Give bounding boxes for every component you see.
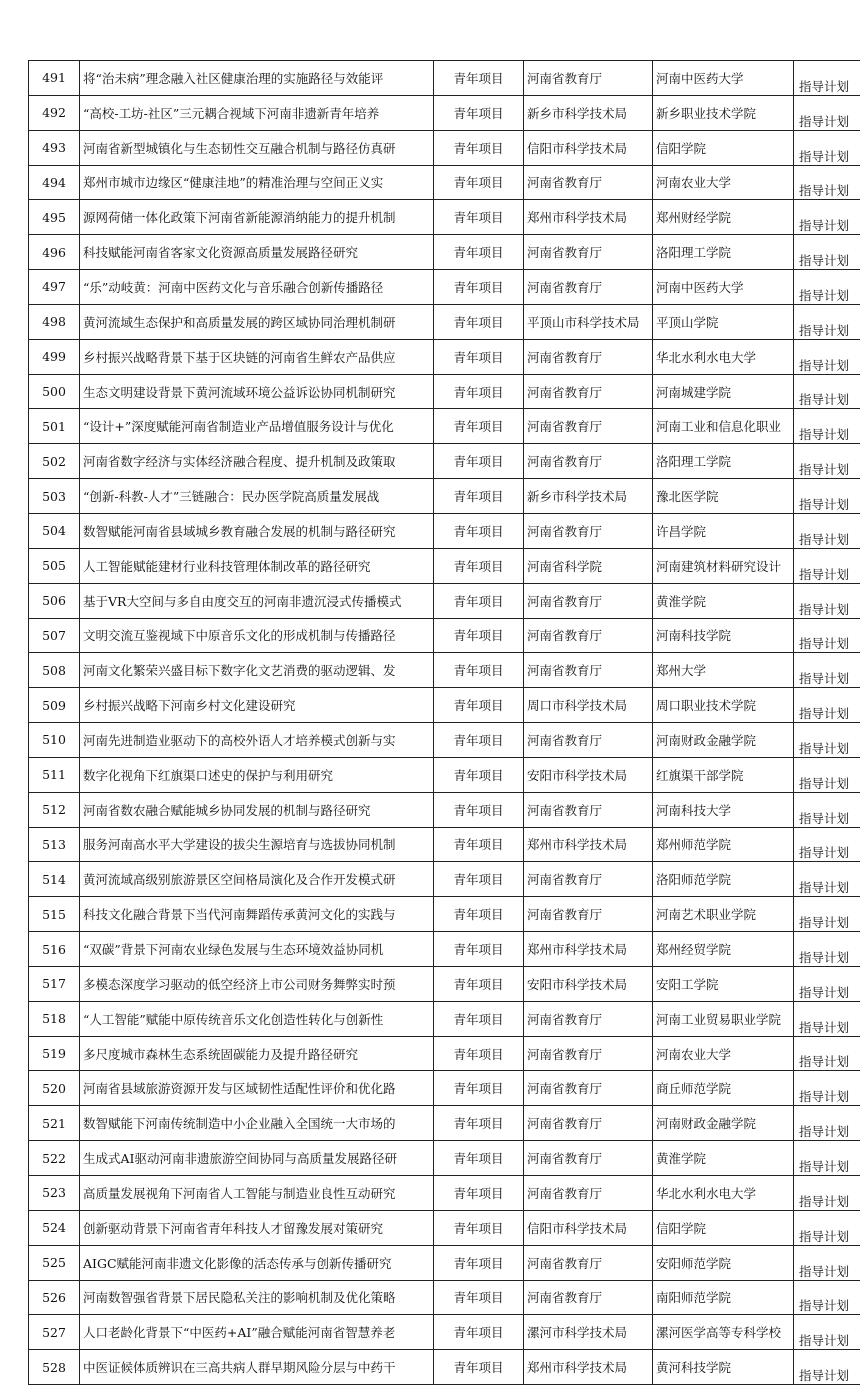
recommending-department-cell: 河南省教育厅 bbox=[524, 513, 653, 548]
table-row bbox=[29, 1071, 860, 1106]
plan-category-cell: 指导计划 bbox=[794, 374, 860, 409]
recommending-department-cell: 郑州市科学技术局 bbox=[524, 1350, 653, 1385]
table-row bbox=[29, 200, 860, 235]
recommending-department-cell: 周口市科学技术局 bbox=[524, 688, 653, 723]
plan-category-cell: 指导计划 bbox=[794, 792, 860, 827]
plan-category-cell: 指导计划 bbox=[794, 688, 860, 723]
project-title-cell: “人工智能”赋能中原传统音乐文化创造性转化与创新性 bbox=[80, 1001, 434, 1036]
institution-cell: 许昌学院 bbox=[653, 513, 794, 548]
table-row bbox=[29, 1141, 860, 1176]
recommending-department-cell: 河南省教育厅 bbox=[524, 1245, 653, 1280]
project-type-cell: 青年项目 bbox=[434, 444, 524, 479]
project-title-cell: 服务河南高水平大学建设的拔尖生源培育与选拔协同机制 bbox=[80, 827, 434, 862]
row-number-cell: 521 bbox=[29, 1106, 80, 1141]
institution-cell: 洛阳师范学院 bbox=[653, 862, 794, 897]
plan-category-cell: 指导计划 bbox=[794, 1315, 860, 1350]
plan-category-cell: 指导计划 bbox=[794, 200, 860, 235]
table-row bbox=[29, 1315, 860, 1350]
table-row bbox=[29, 444, 860, 479]
table-row bbox=[29, 339, 860, 374]
institution-cell: 河南工业贸易职业学院 bbox=[653, 1001, 794, 1036]
institution-cell: 周口职业技术学院 bbox=[653, 688, 794, 723]
table-row bbox=[29, 513, 860, 548]
project-type-cell: 青年项目 bbox=[434, 1350, 524, 1385]
recommending-department-cell: 河南省教育厅 bbox=[524, 897, 653, 932]
project-type-cell: 青年项目 bbox=[434, 723, 524, 758]
plan-category-cell: 指导计划 bbox=[794, 513, 860, 548]
row-number-cell: 508 bbox=[29, 653, 80, 688]
plan-category-cell: 指导计划 bbox=[794, 61, 860, 96]
recommending-department-cell: 河南省教育厅 bbox=[524, 1141, 653, 1176]
row-number-cell: 516 bbox=[29, 932, 80, 967]
plan-category-cell: 指导计划 bbox=[794, 304, 860, 339]
institution-cell: 河南中医药大学 bbox=[653, 61, 794, 96]
project-title-cell: 河南省县域旅游资源开发与区域韧性适配性评价和优化路 bbox=[80, 1071, 434, 1106]
institution-cell: 郑州师范学院 bbox=[653, 827, 794, 862]
row-number-cell: 498 bbox=[29, 304, 80, 339]
institution-cell: 郑州财经学院 bbox=[653, 200, 794, 235]
project-type-cell: 青年项目 bbox=[434, 1036, 524, 1071]
project-type-cell: 青年项目 bbox=[434, 409, 524, 444]
recommending-department-cell: 郑州市科学技术局 bbox=[524, 932, 653, 967]
project-type-cell: 青年项目 bbox=[434, 513, 524, 548]
institution-cell: 郑州大学 bbox=[653, 653, 794, 688]
row-number-cell: 509 bbox=[29, 688, 80, 723]
institution-cell: 河南农业大学 bbox=[653, 165, 794, 200]
project-type-cell: 青年项目 bbox=[434, 688, 524, 723]
institution-cell: 新乡职业技术学院 bbox=[653, 95, 794, 130]
project-type-cell: 青年项目 bbox=[434, 618, 524, 653]
project-type-cell: 青年项目 bbox=[434, 339, 524, 374]
project-title-cell: 中医证候体质辨识在三高共病人群早期风险分层与中药干 bbox=[80, 1350, 434, 1385]
row-number-cell: 515 bbox=[29, 897, 80, 932]
row-number-cell: 520 bbox=[29, 1071, 80, 1106]
table-row bbox=[29, 1036, 860, 1071]
table-row bbox=[29, 409, 860, 444]
project-title-cell: “乐”动岐黄：河南中医药文化与音乐融合创新传播路径 bbox=[80, 270, 434, 305]
project-type-cell: 青年项目 bbox=[434, 1176, 524, 1211]
project-title-cell: “设计+”深度赋能河南省制造业产品增值服务设计与优化 bbox=[80, 409, 434, 444]
institution-cell: 河南城建学院 bbox=[653, 374, 794, 409]
project-title-cell: 黄河流域高级别旅游景区空间格局演化及合作开发模式研 bbox=[80, 862, 434, 897]
institution-cell: 河南科技学院 bbox=[653, 618, 794, 653]
project-title-cell: 河南数智强省背景下居民隐私关注的影响机制及优化策略 bbox=[80, 1280, 434, 1315]
project-type-cell: 青年项目 bbox=[434, 1141, 524, 1176]
row-number-cell: 514 bbox=[29, 862, 80, 897]
row-number-cell: 526 bbox=[29, 1280, 80, 1315]
project-type-cell: 青年项目 bbox=[434, 897, 524, 932]
plan-category-cell: 指导计划 bbox=[794, 723, 860, 758]
institution-cell: 洛阳理工学院 bbox=[653, 235, 794, 270]
recommending-department-cell: 河南省教育厅 bbox=[524, 339, 653, 374]
project-type-cell: 青年项目 bbox=[434, 1245, 524, 1280]
row-number-cell: 493 bbox=[29, 130, 80, 165]
recommending-department-cell: 河南省教育厅 bbox=[524, 374, 653, 409]
project-title-cell: 人口老龄化背景下“中医药+AI”融合赋能河南省智慧养老 bbox=[80, 1315, 434, 1350]
project-type-cell: 青年项目 bbox=[434, 1071, 524, 1106]
table-row bbox=[29, 479, 860, 514]
row-number-cell: 517 bbox=[29, 966, 80, 1001]
institution-cell: 信阳学院 bbox=[653, 130, 794, 165]
row-number-cell: 511 bbox=[29, 757, 80, 792]
project-type-cell: 青年项目 bbox=[434, 966, 524, 1001]
recommending-department-cell: 河南省教育厅 bbox=[524, 1280, 653, 1315]
project-type-cell: 青年项目 bbox=[434, 862, 524, 897]
row-number-cell: 500 bbox=[29, 374, 80, 409]
institution-cell: 河南建筑材料研究设计 bbox=[653, 548, 794, 583]
row-number-cell: 512 bbox=[29, 792, 80, 827]
project-table bbox=[28, 60, 860, 1385]
table-row bbox=[29, 165, 860, 200]
plan-category-cell: 指导计划 bbox=[794, 95, 860, 130]
table-row bbox=[29, 688, 860, 723]
plan-category-cell: 指导计划 bbox=[794, 1210, 860, 1245]
table-row bbox=[29, 548, 860, 583]
table-row bbox=[29, 1280, 860, 1315]
table-row bbox=[29, 897, 860, 932]
project-title-cell: 生态文明建设背景下黄河流域环境公益诉讼协同机制研究 bbox=[80, 374, 434, 409]
project-title-cell: 创新驱动背景下河南省青年科技人才留豫发展对策研究 bbox=[80, 1210, 434, 1245]
plan-category-cell: 指导计划 bbox=[794, 827, 860, 862]
project-type-cell: 青年项目 bbox=[434, 653, 524, 688]
project-title-cell: 数智赋能河南省县域城乡教育融合发展的机制与路径研究 bbox=[80, 513, 434, 548]
row-number-cell: 501 bbox=[29, 409, 80, 444]
table-row bbox=[29, 583, 860, 618]
plan-category-cell: 指导计划 bbox=[794, 479, 860, 514]
institution-cell: 豫北医学院 bbox=[653, 479, 794, 514]
project-title-cell: 数智赋能下河南传统制造中小企业融入全国统一大市场的 bbox=[80, 1106, 434, 1141]
row-number-cell: 497 bbox=[29, 270, 80, 305]
recommending-department-cell: 河南省教育厅 bbox=[524, 723, 653, 758]
plan-category-cell: 指导计划 bbox=[794, 235, 860, 270]
project-type-cell: 青年项目 bbox=[434, 165, 524, 200]
project-type-cell: 青年项目 bbox=[434, 583, 524, 618]
plan-category-cell: 指导计划 bbox=[794, 966, 860, 1001]
project-table-body bbox=[29, 61, 860, 1385]
project-title-cell: 乡村振兴战略下河南乡村文化建设研究 bbox=[80, 688, 434, 723]
table-row bbox=[29, 1245, 860, 1280]
plan-category-cell: 指导计划 bbox=[794, 1071, 860, 1106]
row-number-cell: 495 bbox=[29, 200, 80, 235]
project-title-cell: AIGC赋能河南非遗文化影像的活态传承与创新传播研究 bbox=[80, 1245, 434, 1280]
project-title-cell: 高质量发展视角下河南省人工智能与制造业良性互动研究 bbox=[80, 1176, 434, 1211]
table-row bbox=[29, 653, 860, 688]
table-row bbox=[29, 1106, 860, 1141]
row-number-cell: 494 bbox=[29, 165, 80, 200]
row-number-cell: 491 bbox=[29, 61, 80, 96]
table-row bbox=[29, 1176, 860, 1211]
institution-cell: 郑州经贸学院 bbox=[653, 932, 794, 967]
plan-category-cell: 指导计划 bbox=[794, 165, 860, 200]
recommending-department-cell: 河南省教育厅 bbox=[524, 1106, 653, 1141]
plan-category-cell: 指导计划 bbox=[794, 932, 860, 967]
project-type-cell: 青年项目 bbox=[434, 130, 524, 165]
table-row bbox=[29, 792, 860, 827]
row-number-cell: 507 bbox=[29, 618, 80, 653]
plan-category-cell: 指导计划 bbox=[794, 1280, 860, 1315]
plan-category-cell: 指导计划 bbox=[794, 1245, 860, 1280]
recommending-department-cell: 河南省教育厅 bbox=[524, 1001, 653, 1036]
project-type-cell: 青年项目 bbox=[434, 792, 524, 827]
project-title-cell: “双碳”背景下河南农业绿色发展与生态环境效益协同机 bbox=[80, 932, 434, 967]
recommending-department-cell: 河南省教育厅 bbox=[524, 1036, 653, 1071]
row-number-cell: 510 bbox=[29, 723, 80, 758]
plan-category-cell: 指导计划 bbox=[794, 1176, 860, 1211]
table-row bbox=[29, 61, 860, 96]
recommending-department-cell: 平顶山市科学技术局 bbox=[524, 304, 653, 339]
table-row bbox=[29, 130, 860, 165]
project-list-sheet bbox=[28, 60, 840, 1385]
row-number-cell: 506 bbox=[29, 583, 80, 618]
recommending-department-cell: 安阳市科学技术局 bbox=[524, 966, 653, 1001]
plan-category-cell: 指导计划 bbox=[794, 1141, 860, 1176]
project-type-cell: 青年项目 bbox=[434, 1210, 524, 1245]
project-type-cell: 青年项目 bbox=[434, 1315, 524, 1350]
project-title-cell: 河南省新型城镇化与生态韧性交互融合机制与路径仿真研 bbox=[80, 130, 434, 165]
project-title-cell: 河南省数字经济与实体经济融合程度、提升机制及政策取 bbox=[80, 444, 434, 479]
project-type-cell: 青年项目 bbox=[434, 1106, 524, 1141]
project-title-cell: 河南省数农融合赋能城乡协同发展的机制与路径研究 bbox=[80, 792, 434, 827]
table-row bbox=[29, 757, 860, 792]
row-number-cell: 492 bbox=[29, 95, 80, 130]
plan-category-cell: 指导计划 bbox=[794, 583, 860, 618]
project-type-cell: 青年项目 bbox=[434, 200, 524, 235]
table-row bbox=[29, 374, 860, 409]
plan-category-cell: 指导计划 bbox=[794, 757, 860, 792]
project-title-cell: 多尺度城市森林生态系统固碳能力及提升路径研究 bbox=[80, 1036, 434, 1071]
project-title-cell: 多模态深度学习驱动的低空经济上市公司财务舞弊实时预 bbox=[80, 966, 434, 1001]
project-title-cell: 文明交流互鉴视域下中原音乐文化的形成机制与传播路径 bbox=[80, 618, 434, 653]
table-row bbox=[29, 862, 860, 897]
table-row bbox=[29, 1001, 860, 1036]
institution-cell: 河南中医药大学 bbox=[653, 270, 794, 305]
row-number-cell: 525 bbox=[29, 1245, 80, 1280]
project-title-cell: 乡村振兴战略背景下基于区块链的河南省生鲜农产品供应 bbox=[80, 339, 434, 374]
recommending-department-cell: 河南省教育厅 bbox=[524, 444, 653, 479]
recommending-department-cell: 河南省教育厅 bbox=[524, 165, 653, 200]
plan-category-cell: 指导计划 bbox=[794, 409, 860, 444]
plan-category-cell: 指导计划 bbox=[794, 1036, 860, 1071]
institution-cell: 河南财政金融学院 bbox=[653, 1106, 794, 1141]
row-number-cell: 505 bbox=[29, 548, 80, 583]
recommending-department-cell: 河南省教育厅 bbox=[524, 270, 653, 305]
project-type-cell: 青年项目 bbox=[434, 95, 524, 130]
institution-cell: 信阳学院 bbox=[653, 1210, 794, 1245]
project-title-cell: 科技赋能河南省客家文化资源高质量发展路径研究 bbox=[80, 235, 434, 270]
row-number-cell: 524 bbox=[29, 1210, 80, 1245]
project-title-cell: 河南文化繁荣兴盛目标下数字化文艺消费的驱动逻辑、发 bbox=[80, 653, 434, 688]
institution-cell: 华北水利水电大学 bbox=[653, 1176, 794, 1211]
institution-cell: 河南农业大学 bbox=[653, 1036, 794, 1071]
plan-category-cell: 指导计划 bbox=[794, 1001, 860, 1036]
row-number-cell: 496 bbox=[29, 235, 80, 270]
recommending-department-cell: 河南省教育厅 bbox=[524, 1176, 653, 1211]
recommending-department-cell: 新乡市科学技术局 bbox=[524, 95, 653, 130]
institution-cell: 平顶山学院 bbox=[653, 304, 794, 339]
project-type-cell: 青年项目 bbox=[434, 1280, 524, 1315]
plan-category-cell: 指导计划 bbox=[794, 1350, 860, 1385]
plan-category-cell: 指导计划 bbox=[794, 653, 860, 688]
project-title-cell: 黄河流域生态保护和高质量发展的跨区域协同治理机制研 bbox=[80, 304, 434, 339]
table-row bbox=[29, 827, 860, 862]
table-row bbox=[29, 723, 860, 758]
plan-category-cell: 指导计划 bbox=[794, 339, 860, 374]
project-title-cell: 数字化视角下红旗渠口述史的保护与利用研究 bbox=[80, 757, 434, 792]
project-type-cell: 青年项目 bbox=[434, 374, 524, 409]
institution-cell: 黄淮学院 bbox=[653, 583, 794, 618]
institution-cell: 河南财政金融学院 bbox=[653, 723, 794, 758]
row-number-cell: 523 bbox=[29, 1176, 80, 1211]
row-number-cell: 499 bbox=[29, 339, 80, 374]
table-row bbox=[29, 1350, 860, 1385]
recommending-department-cell: 河南省教育厅 bbox=[524, 862, 653, 897]
project-title-cell: 河南先进制造业驱动下的高校外语人才培养模式创新与实 bbox=[80, 723, 434, 758]
plan-category-cell: 指导计划 bbox=[794, 444, 860, 479]
recommending-department-cell: 郑州市科学技术局 bbox=[524, 200, 653, 235]
plan-category-cell: 指导计划 bbox=[794, 862, 860, 897]
plan-category-cell: 指导计划 bbox=[794, 897, 860, 932]
row-number-cell: 527 bbox=[29, 1315, 80, 1350]
table-row bbox=[29, 932, 860, 967]
recommending-department-cell: 河南省教育厅 bbox=[524, 618, 653, 653]
institution-cell: 红旗渠干部学院 bbox=[653, 757, 794, 792]
row-number-cell: 518 bbox=[29, 1001, 80, 1036]
table-row bbox=[29, 966, 860, 1001]
table-row bbox=[29, 618, 860, 653]
recommending-department-cell: 新乡市科学技术局 bbox=[524, 479, 653, 514]
project-title-cell: 生成式AI驱动河南非遗旅游空间协同与高质量发展路径研 bbox=[80, 1141, 434, 1176]
institution-cell: 安阳工学院 bbox=[653, 966, 794, 1001]
plan-category-cell: 指导计划 bbox=[794, 1106, 860, 1141]
institution-cell: 安阳师范学院 bbox=[653, 1245, 794, 1280]
table-row bbox=[29, 95, 860, 130]
project-type-cell: 青年项目 bbox=[434, 1001, 524, 1036]
recommending-department-cell: 河南省教育厅 bbox=[524, 653, 653, 688]
project-type-cell: 青年项目 bbox=[434, 304, 524, 339]
recommending-department-cell: 信阳市科学技术局 bbox=[524, 130, 653, 165]
plan-category-cell: 指导计划 bbox=[794, 548, 860, 583]
recommending-department-cell: 河南省教育厅 bbox=[524, 409, 653, 444]
recommending-department-cell: 河南省科学院 bbox=[524, 548, 653, 583]
recommending-department-cell: 安阳市科学技术局 bbox=[524, 757, 653, 792]
row-number-cell: 513 bbox=[29, 827, 80, 862]
row-number-cell: 522 bbox=[29, 1141, 80, 1176]
institution-cell: 华北水利水电大学 bbox=[653, 339, 794, 374]
recommending-department-cell: 信阳市科学技术局 bbox=[524, 1210, 653, 1245]
institution-cell: 河南艺术职业学院 bbox=[653, 897, 794, 932]
table-row bbox=[29, 304, 860, 339]
table-row bbox=[29, 270, 860, 305]
institution-cell: 商丘师范学院 bbox=[653, 1071, 794, 1106]
project-title-cell: 科技文化融合背景下当代河南舞蹈传承黄河文化的实践与 bbox=[80, 897, 434, 932]
recommending-department-cell: 河南省教育厅 bbox=[524, 583, 653, 618]
project-type-cell: 青年项目 bbox=[434, 479, 524, 514]
project-title-cell: 将“治未病”理念融入社区健康治理的实施路径与效能评 bbox=[80, 61, 434, 96]
project-type-cell: 青年项目 bbox=[434, 932, 524, 967]
row-number-cell: 528 bbox=[29, 1350, 80, 1385]
plan-category-cell: 指导计划 bbox=[794, 618, 860, 653]
row-number-cell: 503 bbox=[29, 479, 80, 514]
institution-cell: 洛阳理工学院 bbox=[653, 444, 794, 479]
project-title-cell: “高校-工坊-社区”三元耦合视域下河南非遗新青年培养 bbox=[80, 95, 434, 130]
project-title-cell: 人工智能赋能建材行业科技管理体制改革的路径研究 bbox=[80, 548, 434, 583]
project-type-cell: 青年项目 bbox=[434, 757, 524, 792]
recommending-department-cell: 河南省教育厅 bbox=[524, 792, 653, 827]
institution-cell: 黄河科技学院 bbox=[653, 1350, 794, 1385]
institution-cell: 漯河医学高等专科学校 bbox=[653, 1315, 794, 1350]
row-number-cell: 519 bbox=[29, 1036, 80, 1071]
project-title-cell: 郑州市城市边缘区“健康洼地”的精准治理与空间正义实 bbox=[80, 165, 434, 200]
project-title-cell: 源网荷储一体化政策下河南省新能源消纳能力的提升机制 bbox=[80, 200, 434, 235]
project-type-cell: 青年项目 bbox=[434, 827, 524, 862]
institution-cell: 河南工业和信息化职业 bbox=[653, 409, 794, 444]
table-row bbox=[29, 235, 860, 270]
project-title-cell: “创新-科教-人才”三链融合：民办医学院高质量发展战 bbox=[80, 479, 434, 514]
project-title-cell: 基于VR大空间与多自由度交互的河南非遗沉浸式传播模式 bbox=[80, 583, 434, 618]
project-type-cell: 青年项目 bbox=[434, 270, 524, 305]
recommending-department-cell: 漯河市科学技术局 bbox=[524, 1315, 653, 1350]
recommending-department-cell: 河南省教育厅 bbox=[524, 61, 653, 96]
recommending-department-cell: 河南省教育厅 bbox=[524, 1071, 653, 1106]
project-type-cell: 青年项目 bbox=[434, 61, 524, 96]
plan-category-cell: 指导计划 bbox=[794, 270, 860, 305]
institution-cell: 黄淮学院 bbox=[653, 1141, 794, 1176]
recommending-department-cell: 郑州市科学技术局 bbox=[524, 827, 653, 862]
recommending-department-cell: 河南省教育厅 bbox=[524, 235, 653, 270]
project-type-cell: 青年项目 bbox=[434, 235, 524, 270]
institution-cell: 南阳师范学院 bbox=[653, 1280, 794, 1315]
project-type-cell: 青年项目 bbox=[434, 548, 524, 583]
row-number-cell: 502 bbox=[29, 444, 80, 479]
row-number-cell: 504 bbox=[29, 513, 80, 548]
plan-category-cell: 指导计划 bbox=[794, 130, 860, 165]
institution-cell: 河南科技大学 bbox=[653, 792, 794, 827]
